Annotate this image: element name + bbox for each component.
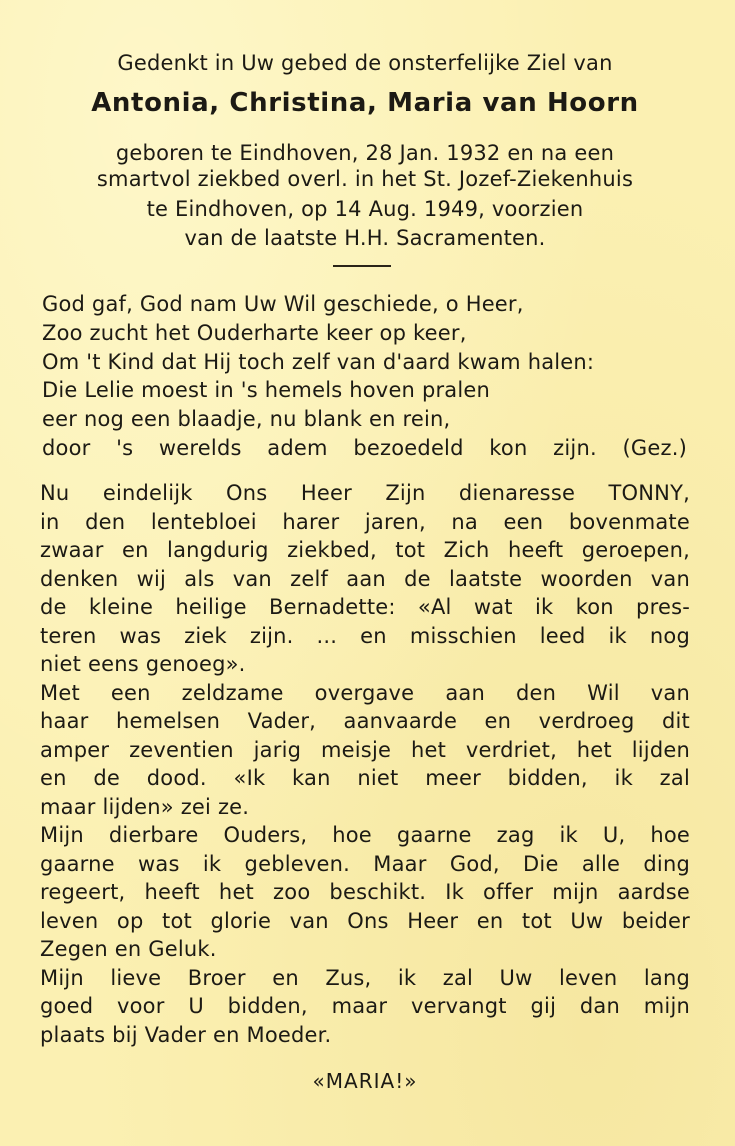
bio-line: te Eindhoven, op 14 Aug. 1949, voorzien [146,197,584,221]
paragraph-line: de kleine heilige Bernadette: «Al wat ik kon pres- [40,595,690,619]
paragraph-line: amper zeventien jarig meisje het verdriet, het lijden [40,738,690,762]
paragraph-line: leven op tot glorie van Ons Heer en tot Uw beider [40,909,690,933]
bio-line: geboren te Eindhoven, 28 Jan. 1932 en na een [115,141,615,165]
signature: «MARIA!» [312,1069,418,1093]
poem-line: door 's werelds adem bezoedeld kon zijn. (Gez.) [42,436,687,460]
bio-line: smartvol ziekbed overl. in het St. Jozef-Ziekenhuis [96,167,634,191]
paragraph-line: in den lentebloei harer jaren, na een bovenmate [40,510,690,534]
poem-line: Die Lelie moest in 's hemels hoven pralen [42,378,491,402]
paragraph-line: Nu eindelijk Ons Heer Zijn dienaresse TONNY, [40,481,690,505]
paragraph-line: en de dood. «Ik kan niet meer bidden, ik zal [40,766,690,790]
paragraph-line: goed voor U bidden, maar vervangt gij dan mijn [40,994,690,1018]
paragraph-line: maar lijden» zei ze. [40,795,250,819]
paragraph-line: plaats bij Vader en Moeder. [40,1023,332,1047]
poem-line: Om 't Kind dat Hij toch zelf van d'aard kwam halen: [42,350,595,374]
poem-line: eer nog een blaadje, nu blank en rein, [42,407,451,431]
paragraph-line: teren was ziek zijn. ... en misschien leed ik nog [40,624,690,648]
poem-line: Zoo zucht het Ouderharte keer op keer, [42,321,467,345]
paragraph-line: Zegen en Geluk. [40,937,217,961]
divider [333,265,391,267]
poem-line: God gaf, God nam Uw Wil geschiede, o Heer, [42,292,524,316]
bio-line: van de laatste H.H. Sacramenten. [184,226,546,250]
paragraph-line: zwaar en langdurig ziekbed, tot Zich heeft geroepen, [40,538,690,562]
paragraph-line: denken wij als van zelf aan de laatste woorden van [40,567,690,591]
paragraph-line: regeert, heeft het zoo beschikt. Ik offer mijn aardse [40,880,690,904]
paragraph-line: niet eens genoeg». [40,652,246,676]
paragraph-line: Mijn dierbare Ouders, hoe gaarne zag ik U, hoe [40,823,690,847]
paragraph-line: Met een zeldzame overgave aan den Wil van [40,681,690,705]
deceased-name: Antonia, Christina, Maria van Hoorn [91,88,639,118]
paragraph-line: haar hemelsen Vader, aanvaarde en verdroeg dit [40,709,690,733]
paragraph-line: gaarne was ik gebleven. Maar God, Die alle ding [40,852,690,876]
intro-line: Gedenkt in Uw gebed de onsterfelijke Ziel van [117,51,613,75]
paragraph-line: Mijn lieve Broer en Zus, ik zal Uw leven lang [40,966,690,990]
